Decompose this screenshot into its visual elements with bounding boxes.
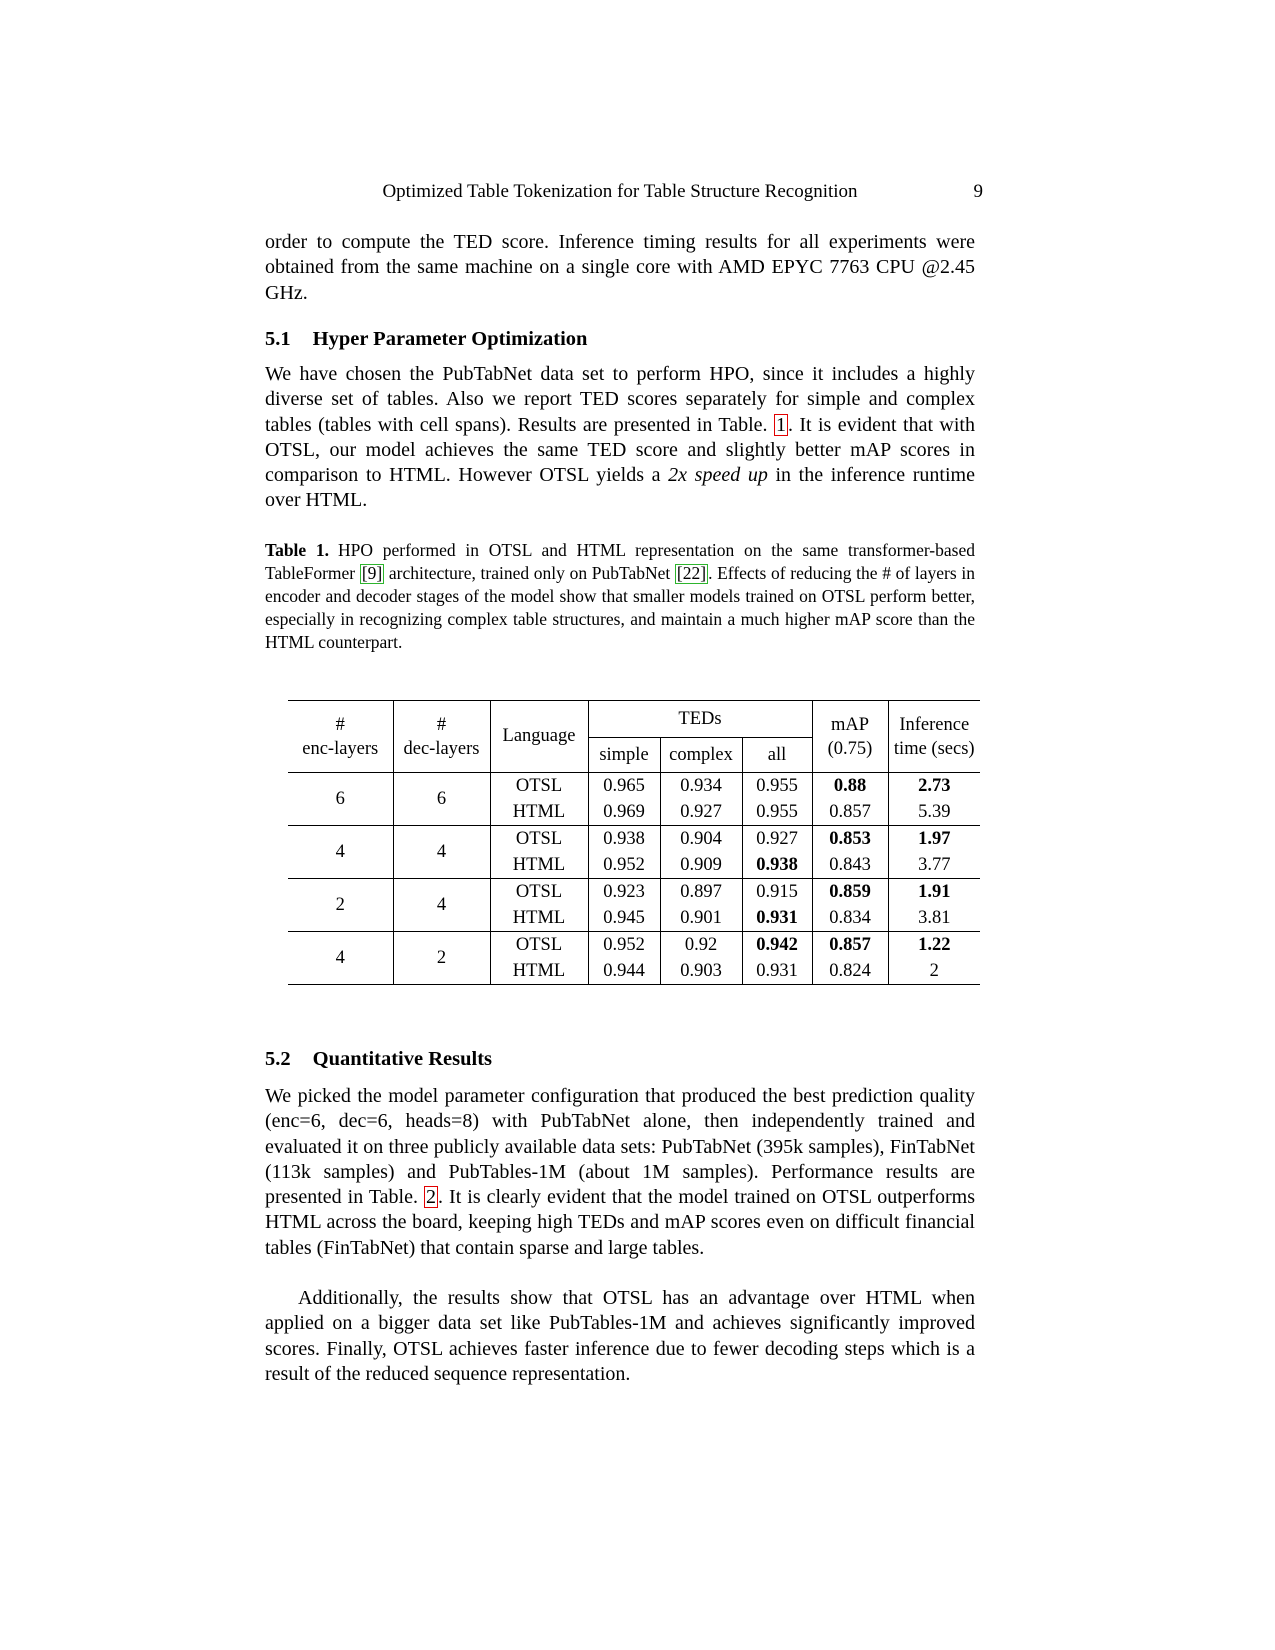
- cell-teds-complex: 0.927: [660, 799, 742, 826]
- paragraph-text: . It is evident that with OTSL, our model achieves the same TED score and slightly better mAP scores in comparison to HTML. However OTSL yields a: [265, 413, 975, 487]
- cell-teds-all: 0.927: [742, 826, 812, 853]
- cell-language: HTML: [490, 905, 588, 932]
- cell-teds-simple: 0.965: [588, 773, 660, 800]
- caption-text: architecture, trained only on PubTabNet: [384, 563, 675, 583]
- header-line: dec-layers: [403, 738, 480, 759]
- table-2-reference-link[interactable]: 2: [426, 1186, 437, 1209]
- cell-map: 0.824: [812, 958, 888, 985]
- running-header-title: Optimized Table Tokenization for Table Structure Recognition: [382, 181, 858, 202]
- cell-inference-time: 5.39: [888, 799, 980, 826]
- column-header-language: Language: [490, 701, 588, 773]
- table-1-caption: [265, 539, 975, 654]
- header-line: (0.75): [827, 738, 873, 759]
- section-5-2-number: 5.2: [265, 1048, 291, 1070]
- cell-inference-time: 1.97: [888, 826, 980, 853]
- cell-enc-layers: 4: [288, 826, 393, 879]
- emphasized-text: 2x speed up: [668, 464, 768, 487]
- citation-22-link[interactable]: [22]: [676, 563, 707, 583]
- cell-dec-layers: 4: [393, 879, 490, 932]
- cell-teds-complex: 0.904: [660, 826, 742, 853]
- header-line: #: [335, 714, 345, 735]
- cell-map: 0.834: [812, 905, 888, 932]
- column-header-simple: simple: [588, 738, 660, 773]
- cell-inference-time: 3.77: [888, 852, 980, 879]
- table-1: [288, 700, 980, 985]
- cell-teds-complex: 0.903: [660, 958, 742, 985]
- cell-teds-complex: 0.909: [660, 852, 742, 879]
- results-table: [288, 700, 980, 985]
- cell-inference-time: 1.22: [888, 932, 980, 959]
- header-line: time (secs): [893, 738, 975, 759]
- cell-map: 0.859: [812, 879, 888, 906]
- table-row: [288, 879, 980, 906]
- cell-map: 0.853: [812, 826, 888, 853]
- column-header-enc-layers: [288, 701, 393, 773]
- cell-language: HTML: [490, 799, 588, 826]
- cell-teds-simple: 0.944: [588, 958, 660, 985]
- cell-teds-complex: 0.934: [660, 773, 742, 800]
- cell-map: 0.857: [812, 799, 888, 826]
- cell-dec-layers: 6: [393, 773, 490, 826]
- cell-teds-simple: 0.938: [588, 826, 660, 853]
- running-header: [265, 181, 983, 207]
- cell-teds-all: 0.938: [742, 852, 812, 879]
- cell-teds-all: 0.931: [742, 905, 812, 932]
- cell-map: 0.843: [812, 852, 888, 879]
- cell-inference-time: 1.91: [888, 879, 980, 906]
- section-5-1-number: 5.1: [265, 328, 291, 350]
- cell-enc-layers: 4: [335, 947, 345, 968]
- cell-language: OTSL: [490, 826, 588, 853]
- paragraph-text: We have chosen the PubTabNet data set to perform HPO, since it includes a highly diverse set of tables. Also we report TED scores separately for simple and complex tables (tables with cell spans). Results are presented in Table.: [265, 363, 975, 436]
- column-header-dec-layers: [393, 701, 490, 773]
- intro-paragraph: order to compute the TED score. Inference timing results for all experiments were obtained from the same machine on a single core with AMD EPYC 7763 CPU @2.45 GHz.: [265, 231, 975, 304]
- table-row: [288, 773, 980, 800]
- cell-teds-simple: 0.923: [588, 879, 660, 906]
- section-5-2-title: Quantitative Results: [312, 1048, 492, 1070]
- cell-inference-time: 3.81: [888, 905, 980, 932]
- cell-language: OTSL: [490, 879, 588, 906]
- cell-map: 0.88: [812, 773, 888, 800]
- section-5-2-heading: [265, 1048, 975, 1071]
- table-1-reference-link[interactable]: 1: [775, 413, 786, 436]
- cell-dec-layers: 4: [393, 826, 490, 879]
- caption-text: HPO performed in OTSL and HTML representation on the same transformer-based TableFormer: [265, 540, 975, 583]
- paragraph-text: in the inference runtime over HTML.: [265, 464, 975, 512]
- paragraph-text: We picked the model parameter configuration that produced the best prediction quality (enc=6, dec=6, heads=8) with PubTabNet alone, then independently trained and evaluated it on three publicly available data sets: PubTabNet (395k samples), FinTabNet (113k samples) and PubTables-1M (about 1M samples). Performance results are presented in Table.: [265, 1085, 975, 1209]
- citation-9-link[interactable]: [9]: [361, 563, 383, 583]
- cell-enc-layers: 6: [288, 773, 393, 826]
- section-5-2-paragraph-1: [265, 1084, 975, 1261]
- header-line: Inference: [899, 714, 970, 735]
- table-1-caption-label: Table 1.: [265, 540, 330, 560]
- cell-teds-all: 0.955: [742, 773, 812, 800]
- section-5-1-heading: [265, 328, 975, 351]
- header-line: mAP: [830, 714, 870, 735]
- cell-teds-complex: 0.92: [660, 932, 742, 959]
- cell-language: HTML: [490, 958, 588, 985]
- table-row: [288, 826, 980, 853]
- header-line: enc-layers: [302, 738, 379, 759]
- header-line: #: [436, 714, 447, 735]
- section-5-1-paragraph: [265, 362, 975, 514]
- column-header-all: all: [742, 738, 812, 773]
- paragraph-text: . It is clearly evident that the model trained on OTSL outperforms HTML across the board, keeping high TEDs and mAP scores even on difficult financial tables (FinTabNet) that contain sparse and large tables.: [265, 1186, 975, 1259]
- table-row: [288, 932, 980, 959]
- cell-teds-complex: 0.897: [660, 879, 742, 906]
- section-5-2-paragraph-2: Additionally, the results show that OTSL has an advantage over HTML when applied on a bigger data set like PubTables-1M and achieves significantly improved scores. Finally, OTSL achieves faster inference due to fewer decoding steps which is a result of the reduced sequence representation.: [265, 1287, 975, 1385]
- column-header-teds: TEDs: [588, 701, 812, 738]
- cell-teds-simple: 0.952: [588, 932, 660, 959]
- cell-dec-layers: 2: [393, 932, 490, 985]
- cell-teds-simple: 0.945: [588, 905, 660, 932]
- cell-inference-time: 2.73: [888, 773, 980, 800]
- cell-teds-simple: 0.952: [588, 852, 660, 879]
- cell-inference-time: 2: [888, 958, 980, 985]
- cell-teds-complex: 0.901: [660, 905, 742, 932]
- cell-teds-simple: 0.969: [588, 799, 660, 826]
- cell-enc-layers: 2: [288, 879, 393, 932]
- cell-teds-all: 0.955: [742, 799, 812, 826]
- cell-teds-all: 0.915: [742, 879, 812, 906]
- column-header-map: [812, 701, 888, 773]
- column-header-complex: complex: [660, 738, 742, 773]
- cell-teds-all: 0.942: [742, 932, 812, 959]
- caption-text: . Effects of reducing the # of layers in encoder and decoder stages of the model show that smaller models trained on OTSL perform better, especially in recognizing complex table structures, and maintain a much higher mAP score than the HTML counterpart.: [265, 563, 975, 652]
- cell-language: OTSL: [490, 932, 588, 959]
- cell-teds-all: 0.931: [742, 958, 812, 985]
- section-5-1-title: Hyper Parameter Optimization: [312, 328, 588, 350]
- column-header-inference: [888, 701, 980, 773]
- cell-language: HTML: [490, 852, 588, 879]
- cell-language: OTSL: [490, 773, 588, 800]
- page-number: 9: [973, 181, 983, 202]
- cell-map: 0.857: [812, 932, 888, 959]
